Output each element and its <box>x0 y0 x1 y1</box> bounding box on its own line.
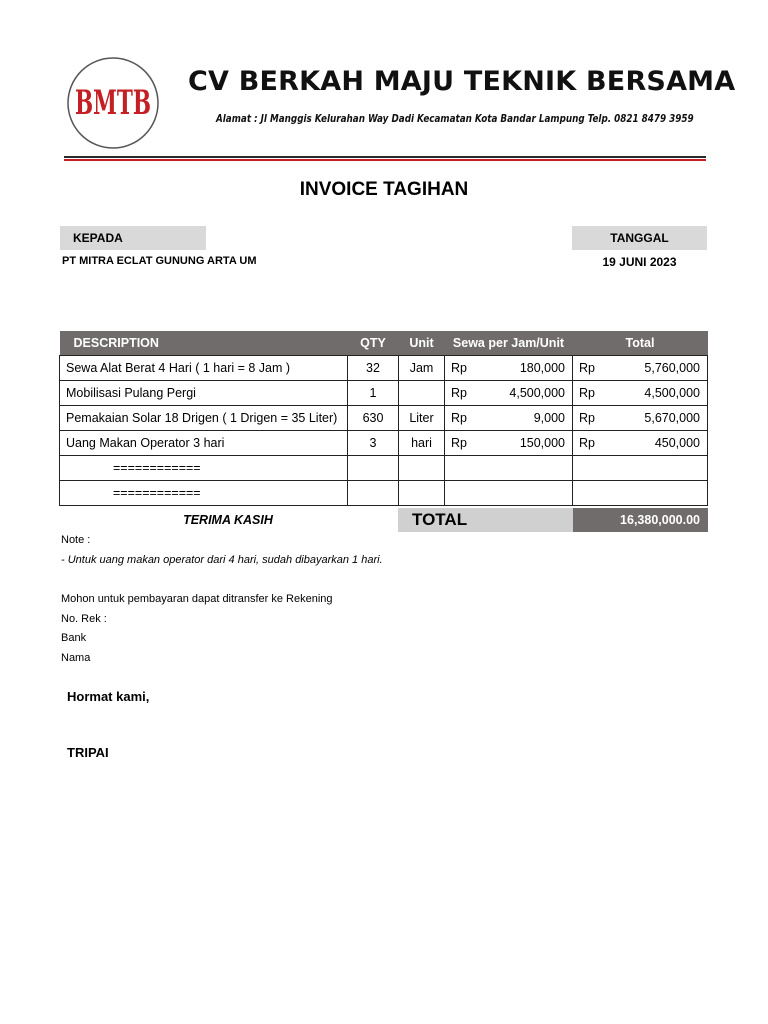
item-rate-currency: Rp <box>445 381 474 406</box>
date-label: TANGGAL <box>572 226 707 250</box>
note-text: - Untuk uang makan operator dari 4 hari, sudah dibayarkan 1 hari. <box>61 554 383 566</box>
thank-you-text: TERIMA KASIH <box>183 513 273 527</box>
total-value: 16,380,000.00 <box>573 508 708 532</box>
item-rate: 4,500,000 <box>474 381 573 406</box>
item-unit <box>399 381 445 406</box>
table-row <box>60 406 708 431</box>
item-total-currency <box>573 481 602 506</box>
document-title: INVOICE TAGIHAN <box>299 179 469 200</box>
total-label: TOTAL <box>398 508 573 532</box>
item-unit <box>399 456 445 481</box>
item-description: ============ <box>60 456 348 481</box>
table-row <box>60 431 708 456</box>
signer-name: TRIPAI <box>67 745 109 760</box>
item-rate-currency: Rp <box>445 356 474 381</box>
item-rate-currency <box>445 481 474 506</box>
item-rate-currency <box>445 456 474 481</box>
item-total <box>602 456 708 481</box>
header-divider-accent <box>64 159 706 161</box>
item-qty: 3 <box>348 431 399 456</box>
item-qty <box>348 481 399 506</box>
header-divider <box>64 156 706 158</box>
recipient-name: PT MITRA ECLAT GUNUNG ARTA UM <box>62 255 257 267</box>
item-total-currency: Rp <box>573 406 602 431</box>
item-unit: hari <box>399 431 445 456</box>
item-rate-currency: Rp <box>445 431 474 456</box>
invoice-items-table <box>59 331 708 506</box>
company-name: CV BERKAH MAJU TEKNIK BERSAMA <box>188 66 736 97</box>
table-header-row <box>60 331 708 356</box>
item-description: Uang Makan Operator 3 hari <box>60 431 348 456</box>
column-header-total: Total <box>573 331 708 356</box>
account-name-label: Nama <box>61 652 91 664</box>
item-total-currency: Rp <box>573 431 602 456</box>
note-label: Note : <box>61 534 91 546</box>
item-total: 5,760,000 <box>602 356 708 381</box>
item-qty <box>348 456 399 481</box>
item-rate: 150,000 <box>474 431 573 456</box>
column-header-description: DESCRIPTION <box>60 331 348 356</box>
table-row <box>60 481 708 506</box>
account-number-label: No. Rek : <box>61 613 107 625</box>
item-total: 450,000 <box>602 431 708 456</box>
item-total-currency: Rp <box>573 381 602 406</box>
item-qty: 630 <box>348 406 399 431</box>
item-rate-currency: Rp <box>445 406 474 431</box>
item-total: 4,500,000 <box>602 381 708 406</box>
item-total: 5,670,000 <box>602 406 708 431</box>
item-unit: Jam <box>399 356 445 381</box>
column-header-qty: QTY <box>348 331 399 356</box>
payment-instruction: Mohon untuk pembayaran dapat ditransfer ke Rekening <box>61 593 333 605</box>
item-rate <box>474 456 573 481</box>
table-row <box>60 456 708 481</box>
item-qty: 32 <box>348 356 399 381</box>
closing-greeting: Hormat kami, <box>67 689 150 704</box>
item-total-currency <box>573 456 602 481</box>
item-total <box>602 481 708 506</box>
item-qty: 1 <box>348 381 399 406</box>
item-description: Mobilisasi Pulang Pergi <box>60 381 348 406</box>
recipient-label: KEPADA <box>60 226 206 250</box>
bank-label: Bank <box>61 632 87 644</box>
item-rate: 180,000 <box>474 356 573 381</box>
table-row <box>60 356 708 381</box>
invoice-date: 19 JUNI 2023 <box>602 255 677 269</box>
item-total-currency: Rp <box>573 356 602 381</box>
company-address: Alamat : Jl Manggis Kelurahan Way Dadi Kecamatan Kota Bandar Lampung Telp. 0821 8479 3959 <box>216 113 694 125</box>
item-unit <box>399 481 445 506</box>
column-header-rate: Sewa per Jam/Unit <box>445 331 573 356</box>
item-unit: Liter <box>399 406 445 431</box>
item-rate: 9,000 <box>474 406 573 431</box>
item-rate <box>474 481 573 506</box>
item-description: Sewa Alat Berat 4 Hari ( 1 hari = 8 Jam ) <box>60 356 348 381</box>
item-description: ============ <box>60 481 348 506</box>
table-row <box>60 381 708 406</box>
logo-lettering: BMTB <box>75 83 151 123</box>
column-header-unit: Unit <box>399 331 445 356</box>
company-logo <box>66 56 160 150</box>
item-description: Pemakaian Solar 18 Drigen ( 1 Drigen = 35 Liter) <box>60 406 348 431</box>
